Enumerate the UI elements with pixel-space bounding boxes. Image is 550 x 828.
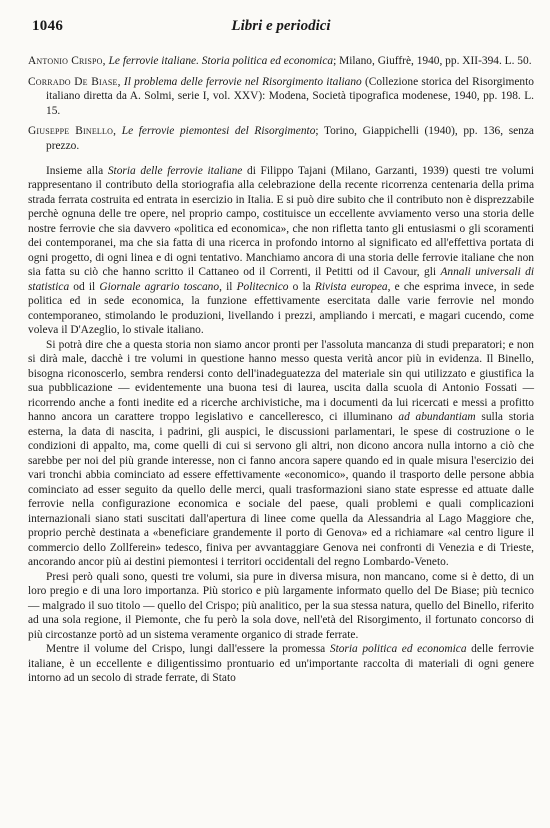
bibliography-entry <box>28 124 534 153</box>
entry-author: Antonio Crispo, <box>28 55 106 67</box>
entry-author: Giuseppe Binello, <box>28 125 117 138</box>
italic-text: Giornale agrario toscano <box>99 280 220 293</box>
entry-title: Il problema delle ferrovie nel Risorgimento italiano <box>123 75 362 88</box>
paragraph-text: Insieme alla <box>46 164 108 177</box>
entry-author: Corrado De Biase, <box>28 75 121 88</box>
paragraph-text: sulla storia esterna, la data di nascita, i padrini, gli auspici, le discussioni parlamentari, le spese di costruzione o le condizioni di appalto, ma, come quelli di cui si servono gli altri, non dicono ancora nulla intorno a ciò che sarebbe per noi del più grande interesse, non ci fanno ancora sapere quando ed in quale misura l'esercizio dei vari tronchi abbia cominciato ad essere effettivamente «economico», quando il trasporto delle persone abbia cominciato ad esser seguito da quello delle merci, quali trasformazioni siano state espresse ed attuate dalle ferrovie nella configurazione economica e sociale del paese, quali problemi e quali complicazioni internazionali siano stati suscitati dall'apertura di linee come quella da Alessandria al Lago Maggiore che, proprio perchè destinata a «beneficiare grandemente il porto di Genova» ed a richiamare «al centro ligure il commercio dello Zollferein» tedesco, finiva per avvantaggiare Genova nei confronti di Venezia e di Trieste, ancorando ancor più ai destini piemontesi i territori occidentali del regno Lombardo-Veneto. <box>28 411 535 569</box>
body-paragraph <box>28 642 534 686</box>
entry-title: Le ferrovie piemontesi del Risorgimento <box>121 125 316 138</box>
page-number: 1046 <box>32 18 64 34</box>
review-body <box>28 164 534 686</box>
italic-text: ad abundantiam <box>398 411 476 424</box>
entry-details: (Collezione storica del Risorgimento italiano diretta da A. Solmi, serie I, vol. XXV): Modena, Società tipografica modenese, 1940, pp. 198. L. 15. <box>46 75 534 117</box>
body-paragraph <box>28 338 534 570</box>
paragraph-text: Presi però quali sono, questi tre volumi, sia pure in diversa misura, non mancano, come si è detto, di un loro pregio e di una loro importanza. Più storico e più largamente informato quello del De Biase; più tecnico — malgrado il suo titolo — quello del Crispo; più analitico, per la sua stessa natura, quello del Binello, riferito ad una sola regione, il Piemonte, che fu però la sola dove, nell'età del Risorgimento, il fortunato concorso di più circostanze portò ad un sistema veramente organico di strade ferrate. <box>28 570 534 641</box>
bibliography-list <box>28 54 534 154</box>
page-header <box>28 14 534 40</box>
italic-text: Rivista europea <box>314 280 388 293</box>
italic-text: Politecnico <box>236 280 289 293</box>
entry-details: ; Milano, Giuffrè, 1940, pp. XII-394. L. 50. <box>333 55 532 67</box>
italic-text: Storia delle ferrovie italiane <box>107 164 243 177</box>
bibliography-entry <box>28 54 534 69</box>
paragraph-text: o la <box>288 280 315 293</box>
entry-title: Le ferrovie italiane. Storia politica ed economica <box>108 55 334 67</box>
body-paragraph <box>28 164 534 338</box>
paragraph-text: od il <box>69 280 100 293</box>
paragraph-text: di Filippo Tajani (Milano, Garzanti, 1939) questi tre volumi rappresentano il contributo della storiografia alla celebrazione della recente ricorrenza centenaria della prima strada ferrata costruita ed entrata in esercizio in Italia. E si può dire subito che il contributo non è disprezzabile perchè ognuna delle tre opere, nel proprio campo, costituisce un eccellente avviamento verso una storia delle nostre ferrovie che sia davvero «politica ed economica», che non rifletta tanto gli entusiasmi o gli scoramenti dei contemporanei, ma che sia fatta di una ricerca in profondo intorno al significato ed all'effettiva portata di ogni progetto, di ogni linea e di ogni tentativo. Manchiamo ancora di una storia delle ferrovie italiane che non sia fatta su ciò che hanno scritto il Cattaneo od il Correnti, il Petitti od il Cavour, gli <box>28 164 534 279</box>
running-title: Libri e periodici <box>231 18 331 34</box>
paragraph-text: Mentre il volume del Crispo, lungi dall'essere la promessa <box>46 643 330 656</box>
body-paragraph <box>28 570 534 643</box>
entry-details: ; Torino, Giappichelli (1940), pp. 136, senza prezzo. <box>46 125 534 152</box>
paragraph-text: Si potrà dire che a questa storia non siamo ancor pronti per l'assoluta mancanza di studi preparatori; e non si dirà male, dacchè i tre volumi in questione hanno messo questa verità ancor più in evidenza. Il Binello, bisogna riconoscerlo, sembra rendersi conto dell'inadeguatezza del materiale sin qui utilizzato e giustifica la sua pubblicazione — evidentemente una buona tesi di laurea, uscita dalla scuola di Antonio Fossati — ricorrendo anche a fonti inedite ed a ricerche archivistiche, ma i documenti da lui ricercati e messi a profitto hanno ancora un carattere troppo legislativo e cancelleresco, ci illuminano <box>28 338 534 424</box>
bibliography-entry <box>28 75 534 119</box>
paragraph-text: , il <box>219 280 237 293</box>
italic-text: Storia politica ed economica <box>329 643 467 656</box>
paragraph-text: delle ferrovie italiane, è un eccellente e diligentissimo prontuario ed un'importante raccolta di materiali di ogni genere intorno ad un secolo di strade ferrate, di Stato <box>28 643 534 685</box>
italic-text: Annali universali di statistica <box>28 266 534 293</box>
paragraph-text: , e che esprima invece, in sede politica ed in sede economica, la funzione effettivamente esercitata dalle varie ferrovie nel mondo contemporaneo, stimolando le produzioni, livellando i prezzi, ampliando i mercati, e magari cucendo, come voleva il D'Azeglio, lo stivale italiano. <box>28 280 535 337</box>
